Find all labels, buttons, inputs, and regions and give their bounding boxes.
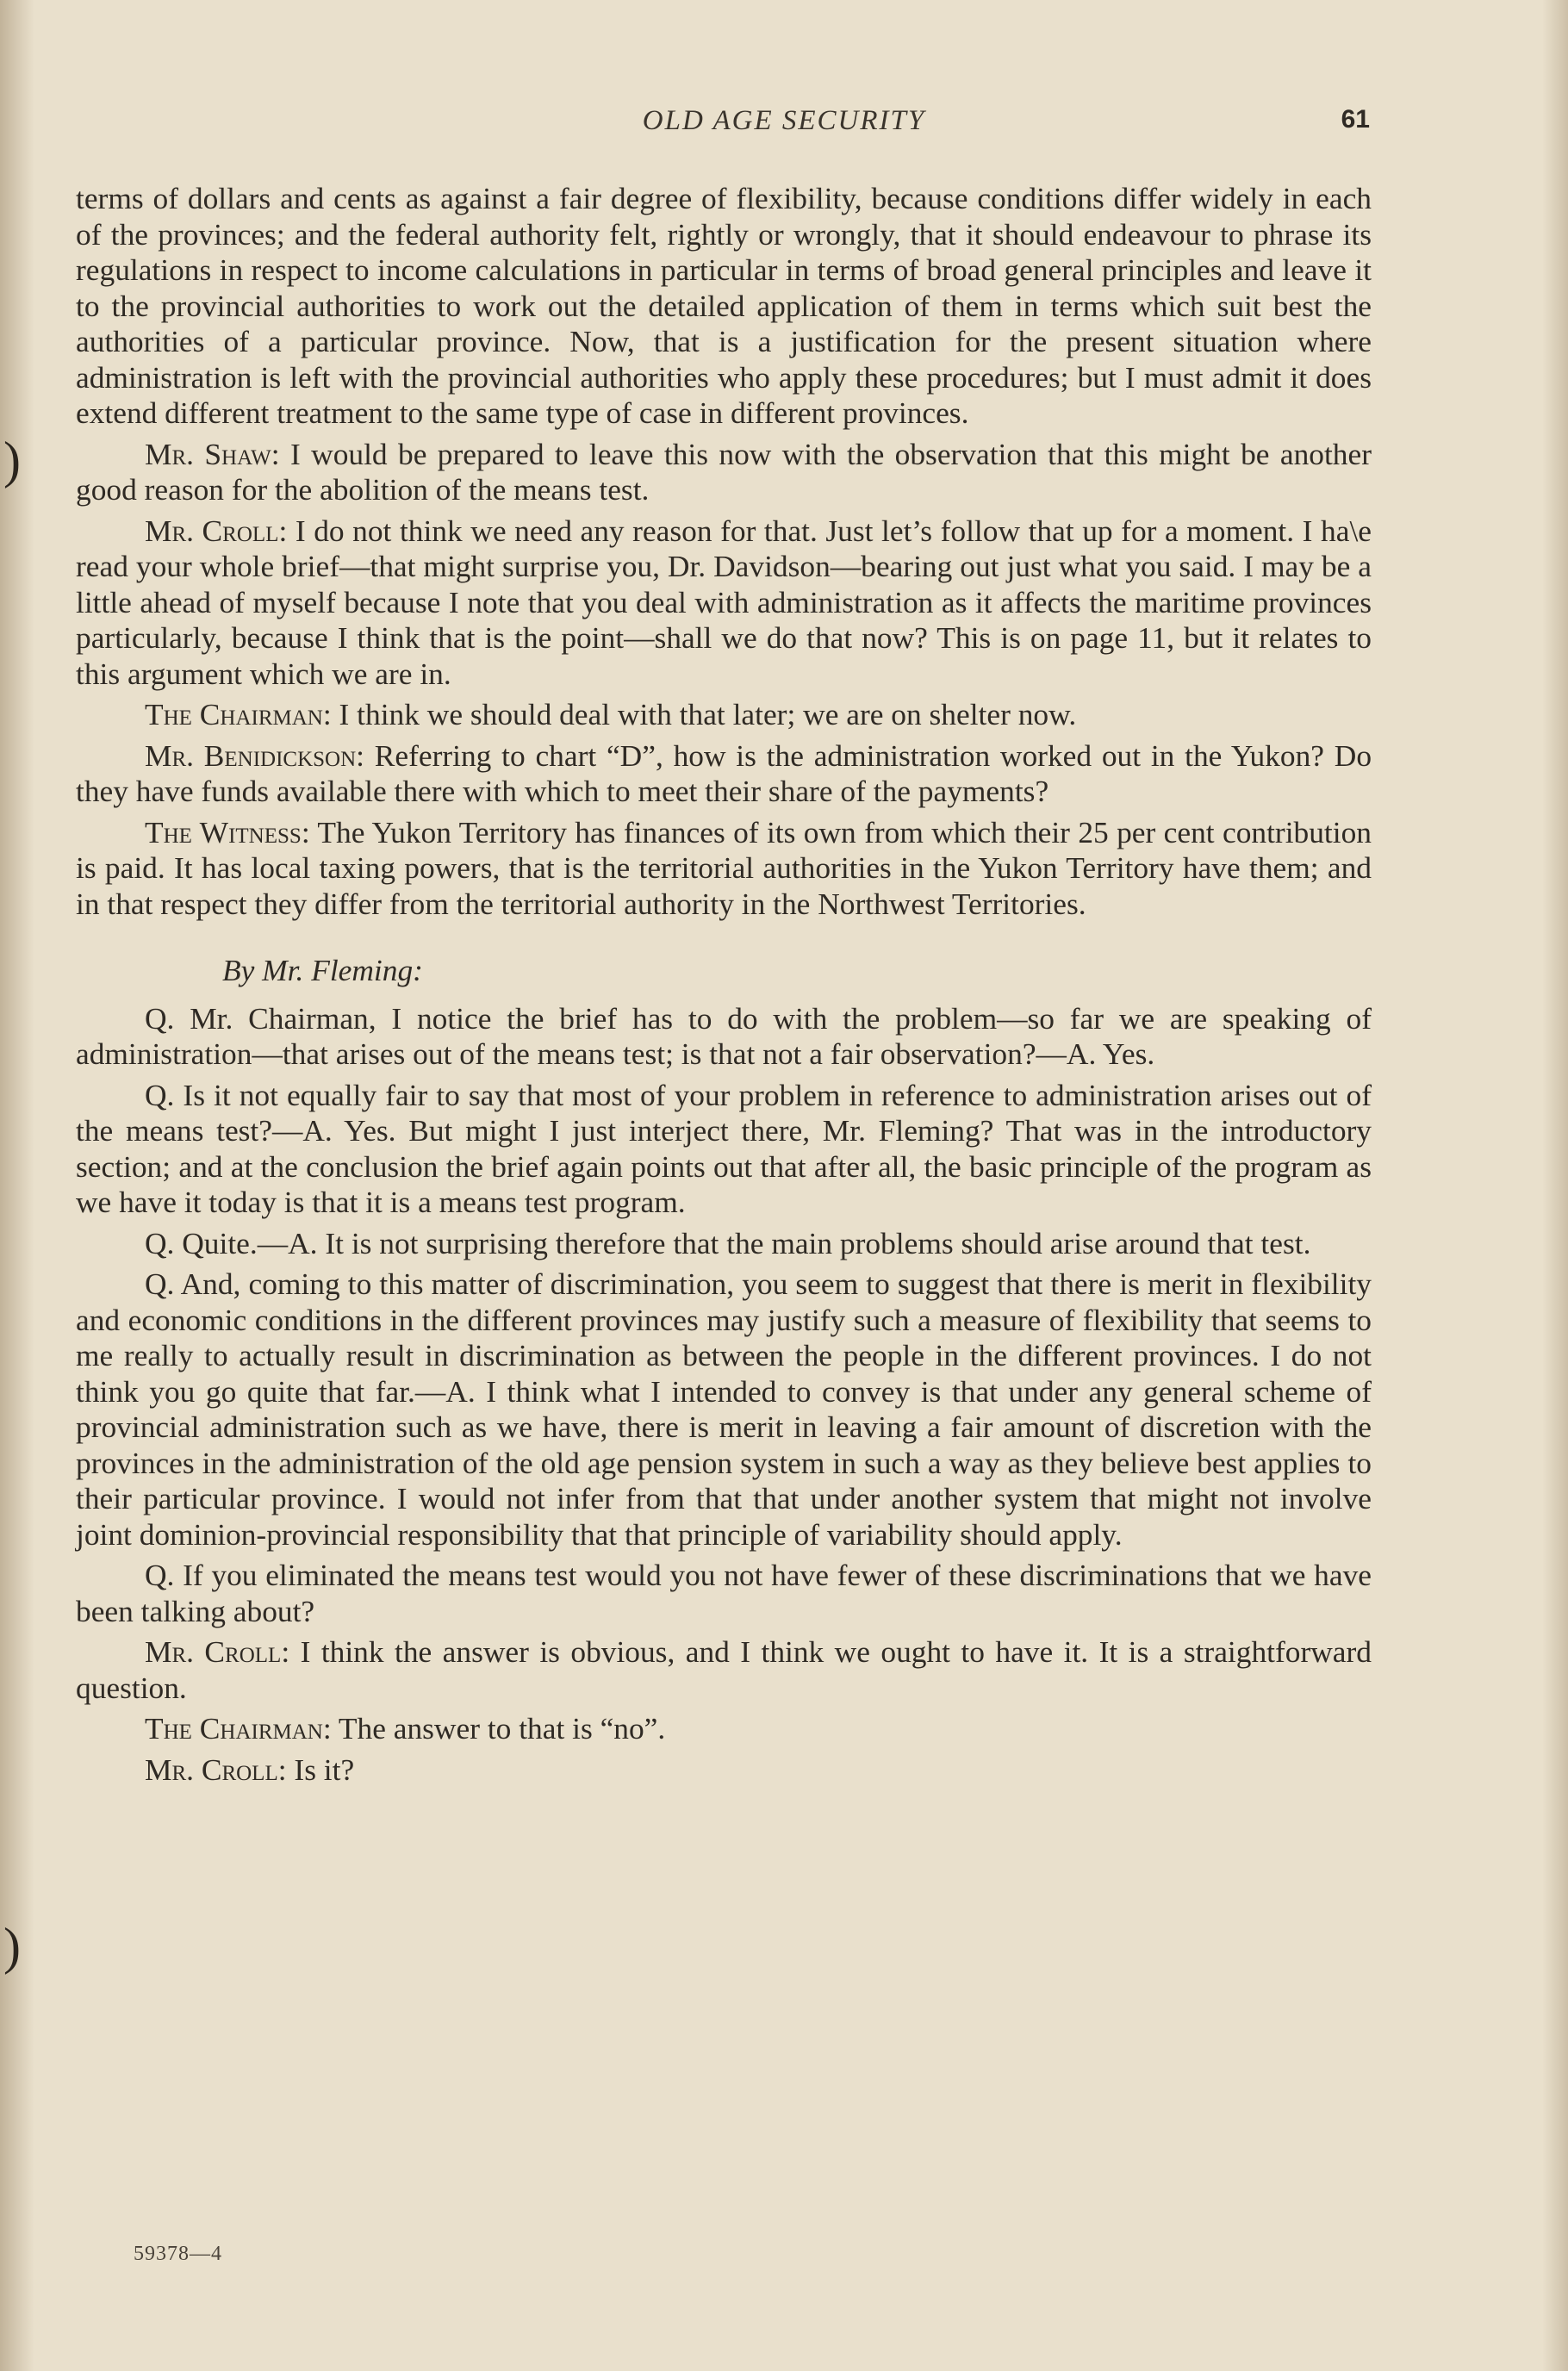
paragraph-text: terms of dollars and cents as against a fair degree of flexibility, because conditions differ widely in each of the provinces; and the federal authority felt, rightly or wrongly, that it should endeavour to phrase its regulations in respect to income calculations in particular in terms of broad general principles and leave it to the provincial authorities to work out the detailed application of them in terms which suit best the authorities of a particular province. Now, that is a justification for the present situation where administration is left with the provincial authorities who apply these procedures; but I must admit it does extend different treatment to the same type of case in different provinces. bbox=[76, 181, 1372, 430]
paragraph: The Witness: The Yukon Territory has finances of its own from which their 25 per cent contribution is paid. It has local taxing powers, that is the territorial authorities in the Yukon Territory have them; and in that respect they differ from the territorial authority in the Northwest Territories. bbox=[76, 814, 1372, 921]
body-text bbox=[76, 181, 1372, 1793]
paragraph bbox=[76, 1558, 1372, 1629]
speaker: Mr. Benidickson bbox=[145, 737, 357, 773]
section-heading: By Mr. Fleming: bbox=[222, 953, 423, 987]
paragraph: Mr. Benidickson: Referring to chart “D”, how is the administration worked out in the Yukon? Do they have funds available there with which to meet their share of the payments? bbox=[76, 737, 1372, 808]
paragraph-text: I do not think we need any reason for that. Just let’s follow that up for a moment. I ha\e read your whole brief—that might surprise you, Dr. Davidson—bearing out just what you said. I may be a little ahead of myself because I note that you deal with administration as it affects the maritime provinces particularly, because I think that is the point—shall we do that now? This is on page 11, but it relates to this argument which we are in. bbox=[76, 513, 1372, 691]
paragraph-text: The answer to that is “no”. bbox=[338, 1711, 666, 1746]
paragraph-text: Is it? bbox=[294, 1752, 355, 1787]
margin-parenthesis-mark: ) bbox=[3, 1918, 21, 1975]
paragraph bbox=[76, 1001, 1372, 1073]
paragraph-text: The Yukon Territory has finances of its own from which their 25 per cent contribution is paid. It has local taxing powers, that is the territorial authorities in the Yukon Territory have them; and in that respect they differ from the territorial authority in the Northwest Territories. bbox=[76, 814, 1372, 921]
paragraph bbox=[76, 1226, 1372, 1262]
speaker: The Chairman bbox=[145, 697, 323, 731]
paragraph-text: Q. Quite.—A. It is not surprising therefore that the main problems should arise around that test. bbox=[145, 1225, 1311, 1260]
page-number: 61 bbox=[1341, 105, 1370, 134]
running-title: OLD AGE SECURITY bbox=[642, 105, 926, 136]
speaker: The Witness bbox=[145, 814, 302, 849]
margin-parenthesis-mark: ) bbox=[3, 432, 21, 489]
paragraph-text: Q. Mr. Chairman, I notice the brief has to do with the problem—so far we are speaking of administration—that arises out of the means test; is that not a fair observation?—A. Yes. bbox=[76, 1000, 1372, 1071]
speaker: Mr. Shaw bbox=[145, 436, 271, 471]
paragraph: Mr. Croll: I do not think we need any reason for that. Just let’s follow that up for a moment. I ha\e read your whole brief—that might surprise you, Dr. Davidson—bearing out just what you said. I may be a little ahead of myself because I note that you deal with administration as it affects the maritime provinces particularly, because I think that is the point—shall we do that now? This is on page 11, but it relates to this argument which we are in. bbox=[76, 513, 1372, 691]
speaker: Mr. Croll bbox=[145, 513, 279, 548]
paragraph: The Chairman: The answer to that is “no”. bbox=[145, 1711, 666, 1746]
paragraph-text: I think we should deal with that later; we are on shelter now. bbox=[339, 697, 1077, 731]
paragraph: The Chairman: I think we should deal with that later; we are on shelter now. bbox=[145, 697, 1077, 731]
paragraph: Mr. Croll: I think the answer is obvious, and I think we ought to have it. It is a straightforward question. bbox=[76, 1634, 1372, 1705]
running-head bbox=[0, 105, 1568, 148]
speaker: Mr. Croll bbox=[145, 1752, 278, 1787]
speaker: The Chairman bbox=[145, 1711, 323, 1746]
paragraph-text: Referring to chart “D”, how is the administration worked out in the Yukon? Do they have funds available there with which to meet their share of the payments? bbox=[76, 737, 1372, 808]
paragraph-text: I think the answer is obvious, and I think we ought to have it. It is a straightforward question. bbox=[76, 1634, 1372, 1705]
paragraph bbox=[76, 181, 1372, 432]
paragraph bbox=[76, 1078, 1372, 1221]
paragraph-text: I would be prepared to leave this now with the observation that this might be another good reason for the abolition of the means test. bbox=[76, 436, 1372, 507]
speaker: Mr. Croll bbox=[145, 1634, 282, 1669]
paragraph-text: Q. If you eliminated the means test would you not have fewer of these discriminations that we have been talking about? bbox=[76, 1558, 1372, 1628]
paragraph: Mr. Croll: Is it? bbox=[145, 1752, 355, 1787]
paragraph-text: Q. Is it not equally fair to say that most of your problem in reference to administration arises out of the means test?—A. Yes. But might I just interject there, Mr. Fleming? That was in the introductory section; and at the conclusion the brief again points out that after all, the basic principle of the program as we have it today is that it is a means test program. bbox=[76, 1077, 1372, 1219]
paragraph: Mr. Shaw: I would be prepared to leave this now with the observation that this might be another good reason for the abolition of the means test. bbox=[76, 436, 1372, 507]
printer-signature: 59378—4 bbox=[134, 2243, 222, 2265]
paragraph-text: Q. And, coming to this matter of discrimination, you seem to suggest that there is merit in flexibility and economic conditions in the different provinces may justify such a measure of flexibility that seems to me really to actually result in discrimination as between the people in the different provinces. I do not think you go quite that far.—A. I think what I intended to convey is that under any general scheme of provincial administration such as we have, there is merit in leaving a fair amount of discretion with the provinces in the administration of the old age pension system in such a way as they believe best applies to their particular province. I would not infer from that that under another system that might not involve joint dominion-provincial responsibility that that principle of variability should apply. bbox=[76, 1266, 1372, 1552]
paragraph bbox=[76, 1266, 1372, 1553]
